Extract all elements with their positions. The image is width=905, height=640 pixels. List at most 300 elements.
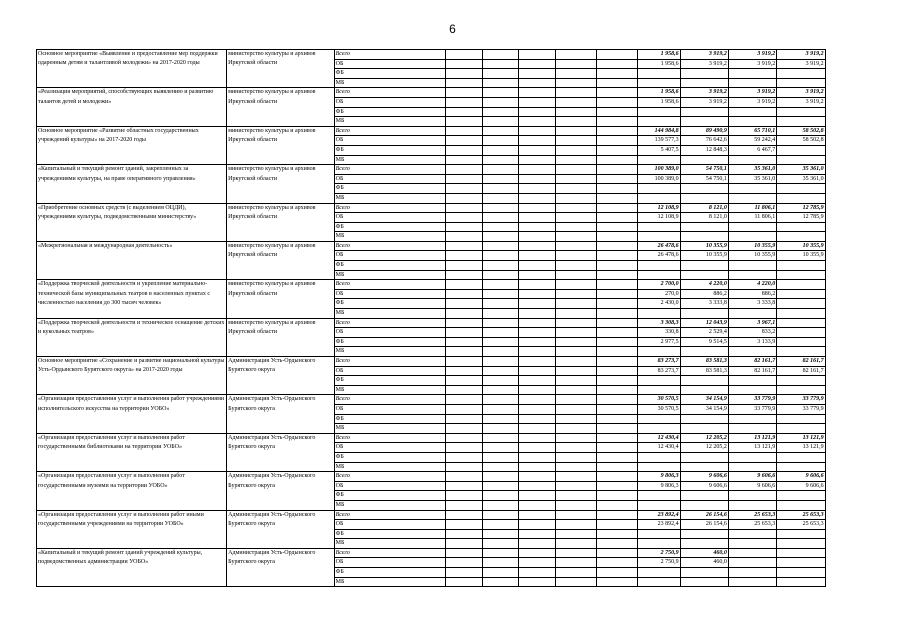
funding-source: МБ [334,347,446,357]
event-description: «Организация предоставления услуг и выполнения работ иными государственными учреждениями на территории УОБО» [37,510,227,548]
funding-source: ОБ [334,328,446,338]
amount-cell [637,107,680,117]
empty-cell [446,558,483,568]
empty-cell [519,261,556,271]
funding-source: ФБ [334,184,446,194]
empty-cell [519,318,556,328]
empty-cell [446,328,483,338]
empty-cell [446,424,483,434]
event-description: «Межрегиональная и международная деятельность» [37,241,227,279]
event-description: «Организация предоставления услуг и выполнения работ государственными музеями на территории УОБО» [37,472,227,510]
amount-cell: 8 121,0 [680,213,728,223]
table-row [37,548,874,558]
empty-cell [446,193,483,203]
amount-cell [680,491,728,501]
empty-cell [482,69,519,79]
amount-cell: 35 361,0 [728,165,776,175]
table-row [37,318,874,328]
amount-cell [728,117,776,127]
amount-cell [728,222,776,232]
empty-cell [482,433,519,443]
amount-cell [637,385,680,395]
empty-cell [446,395,483,405]
empty-cell [446,481,483,491]
amount-cell [777,568,825,578]
funding-source: ФБ [334,452,446,462]
amount-cell [728,539,776,549]
amount-cell [728,184,776,194]
amount-cell: 4 220,0 [680,280,728,290]
responsible-executor: министерство культуры и архивов Иркутской области [227,88,334,126]
amount-cell [777,414,825,424]
amount-cell: 1 958,6 [637,88,680,98]
empty-cell [596,174,637,184]
amount-cell: 13 121,9 [728,433,776,443]
amount-cell: 12 205,2 [680,443,728,453]
empty-cell [519,347,556,357]
amount-cell: 144 984,8 [637,126,680,136]
empty-cell [555,145,596,155]
amount-cell: 1 958,6 [637,50,680,60]
table-row [37,88,874,98]
empty-cell [482,510,519,520]
funding-source: Всего [334,433,446,443]
amount-cell [680,232,728,242]
amount-cell [728,577,776,587]
empty-cell [482,309,519,319]
funding-source: ОБ [334,97,446,107]
amount-cell: 11 806,1 [728,203,776,213]
empty-cell [596,270,637,280]
amount-cell: 82 161,7 [728,366,776,376]
empty-cell [596,289,637,299]
funding-source: ФБ [334,299,446,309]
empty-cell [482,548,519,558]
funding-source: ОБ [334,174,446,184]
funding-source: Всего [334,472,446,482]
responsible-executor: министерство культуры и архивов Иркутской области [227,318,334,356]
amount-cell: 25 653,3 [728,510,776,520]
empty-cell [446,50,483,60]
empty-cell [555,491,596,501]
empty-cell [446,174,483,184]
empty-cell [519,126,556,136]
empty-cell [596,117,637,127]
amount-cell [728,548,776,558]
funding-source: Всего [334,203,446,213]
amount-cell [777,385,825,395]
funding-source: Всего [334,126,446,136]
amount-cell: 3 919,2 [728,97,776,107]
empty-cell [519,548,556,558]
empty-cell [555,193,596,203]
empty-cell [446,251,483,261]
empty-cell [555,107,596,117]
empty-cell [446,165,483,175]
amount-cell [777,107,825,117]
empty-cell [446,462,483,472]
amount-cell [680,539,728,549]
amount-cell: 2 750,9 [637,558,680,568]
amount-cell: 26 478,6 [637,241,680,251]
event-description: Основное мероприятие «Сохранение и развитие национальной культуры Усть-Ордынского Бурятского округа» на 2017-2020 годы [37,357,227,395]
amount-cell [637,78,680,88]
amount-cell: 8 121,0 [680,203,728,213]
empty-cell [596,145,637,155]
empty-cell [519,232,556,242]
empty-cell [596,520,637,530]
responsible-executor: Администрация Усть-Ордынского Бурятского округа [227,433,334,471]
amount-cell [680,193,728,203]
empty-cell [482,568,519,578]
empty-cell [519,424,556,434]
amount-cell: 3 919,2 [777,59,825,69]
amount-cell [728,261,776,271]
empty-cell [446,299,483,309]
empty-cell [482,97,519,107]
funding-source: Всего [334,88,446,98]
funding-source: МБ [334,270,446,280]
empty-cell [596,318,637,328]
table-row [37,433,874,443]
empty-cell [555,59,596,69]
amount-cell [680,462,728,472]
amount-cell: 270,0 [637,289,680,299]
empty-cell [446,404,483,414]
event-description: «Организация предоставления услуг и выполнения работ учреждениями исполнительского искусства на территории УОБО» [37,395,227,433]
amount-cell: 10 355,9 [728,241,776,251]
empty-cell [519,145,556,155]
amount-cell: 12 848,3 [680,145,728,155]
empty-cell [519,395,556,405]
amount-cell [777,548,825,558]
empty-cell [446,520,483,530]
amount-cell: 10 355,9 [777,241,825,251]
empty-cell [482,59,519,69]
empty-cell [446,59,483,69]
empty-cell [446,88,483,98]
amount-cell: 9 606,6 [680,481,728,491]
empty-cell [482,232,519,242]
amount-cell [637,155,680,165]
empty-cell [519,443,556,453]
empty-cell [596,165,637,175]
amount-cell [777,69,825,79]
amount-cell [777,347,825,357]
table-row [37,510,874,520]
empty-cell [446,414,483,424]
empty-cell [555,414,596,424]
empty-cell [446,232,483,242]
event-description: «Организация предоставления услуг и выполнения работ государственными библиотеками на территории УОБО» [37,433,227,471]
empty-cell [446,126,483,136]
empty-cell [596,404,637,414]
empty-cell [446,548,483,558]
amount-cell: 9 514,5 [680,337,728,347]
amount-cell [637,568,680,578]
empty-cell [519,414,556,424]
amount-cell: 2 430,0 [637,299,680,309]
amount-cell: 33 779,9 [777,395,825,405]
funding-source: ФБ [334,414,446,424]
amount-cell: 9 606,6 [777,481,825,491]
amount-cell: 65 710,1 [728,126,776,136]
empty-cell [519,59,556,69]
empty-cell [519,577,556,587]
responsible-executor: Администрация Усть-Ордынского Бурятского округа [227,548,334,586]
empty-cell [482,107,519,117]
amount-cell [680,261,728,271]
responsible-executor: Администрация Усть-Ордынского Бурятского округа [227,395,334,433]
amount-cell [680,309,728,319]
amount-cell [728,500,776,510]
empty-cell [519,136,556,146]
empty-cell [519,289,556,299]
table-row [37,50,874,60]
empty-cell [446,472,483,482]
amount-cell: 2 700,0 [637,280,680,290]
empty-cell [555,347,596,357]
empty-cell [596,126,637,136]
empty-cell [482,500,519,510]
empty-cell [555,136,596,146]
empty-cell [555,539,596,549]
empty-cell [519,117,556,127]
empty-cell [519,280,556,290]
empty-cell [555,117,596,127]
responsible-executor: Администрация Усть-Ордынского Бурятского округа [227,357,334,395]
amount-cell [728,270,776,280]
amount-cell: 54 750,1 [680,165,728,175]
empty-cell [519,328,556,338]
amount-cell: 82 161,7 [777,366,825,376]
empty-cell [555,548,596,558]
empty-cell [596,136,637,146]
amount-cell: 54 750,1 [680,174,728,184]
empty-cell [482,289,519,299]
amount-cell: 3 333,8 [680,299,728,309]
amount-cell [728,69,776,79]
amount-cell [680,222,728,232]
amount-cell [777,376,825,386]
empty-cell [596,59,637,69]
responsible-executor: министерство культуры и архивов Иркутской области [227,50,334,88]
funding-source: ОБ [334,404,446,414]
empty-cell [596,443,637,453]
amount-cell [680,155,728,165]
funding-source: ОБ [334,251,446,261]
amount-cell [777,491,825,501]
amount-cell: 5 407,5 [637,145,680,155]
amount-cell: 83 581,3 [680,357,728,367]
responsible-executor: министерство культуры и архивов Иркутской области [227,280,334,318]
empty-cell [482,337,519,347]
amount-cell [728,385,776,395]
amount-cell: 460,0 [680,558,728,568]
empty-cell [596,472,637,482]
empty-cell [596,347,637,357]
empty-cell [482,529,519,539]
funding-source: ФБ [334,69,446,79]
empty-cell [519,337,556,347]
empty-cell [519,241,556,251]
amount-cell: 886,2 [728,289,776,299]
amount-cell: 6 467,7 [728,145,776,155]
amount-cell: 12 785,9 [777,213,825,223]
empty-cell [446,222,483,232]
amount-cell: 26 154,6 [680,520,728,530]
funding-source: ОБ [334,520,446,530]
empty-cell [596,414,637,424]
empty-cell [482,462,519,472]
empty-cell [446,280,483,290]
amount-cell: 3 919,2 [680,50,728,60]
empty-cell [555,309,596,319]
empty-cell [446,568,483,578]
amount-cell: 13 121,9 [728,443,776,453]
amount-cell [777,270,825,280]
amount-cell [637,529,680,539]
empty-cell [555,366,596,376]
empty-cell [596,366,637,376]
empty-cell [596,97,637,107]
empty-cell [482,395,519,405]
empty-cell [482,414,519,424]
empty-cell [555,510,596,520]
empty-cell [446,376,483,386]
amount-cell [637,232,680,242]
empty-cell [446,318,483,328]
amount-cell [777,539,825,549]
amount-cell: 2 529,4 [680,328,728,338]
amount-cell [680,78,728,88]
funding-source: ОБ [334,366,446,376]
empty-cell [555,69,596,79]
empty-cell [446,136,483,146]
empty-cell [482,203,519,213]
empty-cell [482,452,519,462]
amount-cell [680,529,728,539]
empty-cell [519,203,556,213]
empty-cell [446,443,483,453]
empty-cell [596,395,637,405]
empty-cell [555,462,596,472]
amount-cell [777,222,825,232]
empty-cell [555,289,596,299]
event-description: Основное мероприятие «Развитие областных государственных учреждений культуры» на 2017-2020 годы [37,126,227,164]
amount-cell: 35 361,0 [728,174,776,184]
empty-cell [596,193,637,203]
funding-source: Всего [334,241,446,251]
empty-cell [519,366,556,376]
amount-cell: 3 919,2 [728,59,776,69]
funding-source: ОБ [334,289,446,299]
amount-cell: 34 154,9 [680,404,728,414]
amount-cell [680,376,728,386]
amount-cell [728,309,776,319]
empty-cell [596,433,637,443]
empty-cell [596,251,637,261]
empty-cell [482,357,519,367]
empty-cell [596,424,637,434]
amount-cell [680,452,728,462]
empty-cell [555,433,596,443]
empty-cell [596,309,637,319]
empty-cell [519,452,556,462]
empty-cell [519,568,556,578]
empty-cell [482,577,519,587]
empty-cell [446,347,483,357]
empty-cell [555,97,596,107]
amount-cell: 9 606,6 [777,472,825,482]
amount-cell: 9 806,3 [637,472,680,482]
amount-cell: 33 779,9 [777,404,825,414]
funding-source: МБ [334,232,446,242]
funding-source: МБ [334,155,446,165]
empty-cell [596,491,637,501]
empty-cell [446,433,483,443]
empty-cell [555,299,596,309]
empty-cell [596,568,637,578]
empty-cell [519,309,556,319]
amount-cell: 34 154,9 [680,395,728,405]
empty-cell [482,424,519,434]
amount-cell: 3 919,2 [680,97,728,107]
funding-source: Всего [334,318,446,328]
empty-cell [482,174,519,184]
empty-cell [596,558,637,568]
empty-cell [482,472,519,482]
amount-cell [777,289,825,299]
empty-cell [596,232,637,242]
empty-cell [555,174,596,184]
empty-cell [555,280,596,290]
amount-cell: 3 919,2 [680,88,728,98]
amount-cell: 9 606,6 [728,472,776,482]
empty-cell [482,491,519,501]
empty-cell [446,529,483,539]
empty-cell [482,558,519,568]
funding-source: Всего [334,165,446,175]
empty-cell [482,270,519,280]
empty-cell [482,318,519,328]
empty-cell [482,251,519,261]
empty-cell [555,385,596,395]
empty-cell [555,568,596,578]
empty-cell [555,155,596,165]
amount-cell [637,462,680,472]
amount-cell [777,261,825,271]
empty-cell [596,88,637,98]
funding-source: МБ [334,193,446,203]
empty-cell [519,520,556,530]
funding-source: ОБ [334,59,446,69]
empty-cell [446,577,483,587]
table-row [37,241,874,251]
empty-cell [596,357,637,367]
empty-cell [519,270,556,280]
amount-cell: 1 958,6 [637,97,680,107]
amount-cell: 89 490,9 [680,126,728,136]
funding-source: ФБ [334,337,446,347]
amount-cell [728,107,776,117]
funding-source: МБ [334,309,446,319]
empty-cell [446,97,483,107]
empty-cell [596,222,637,232]
amount-cell [680,347,728,357]
empty-cell [555,78,596,88]
empty-cell [482,481,519,491]
